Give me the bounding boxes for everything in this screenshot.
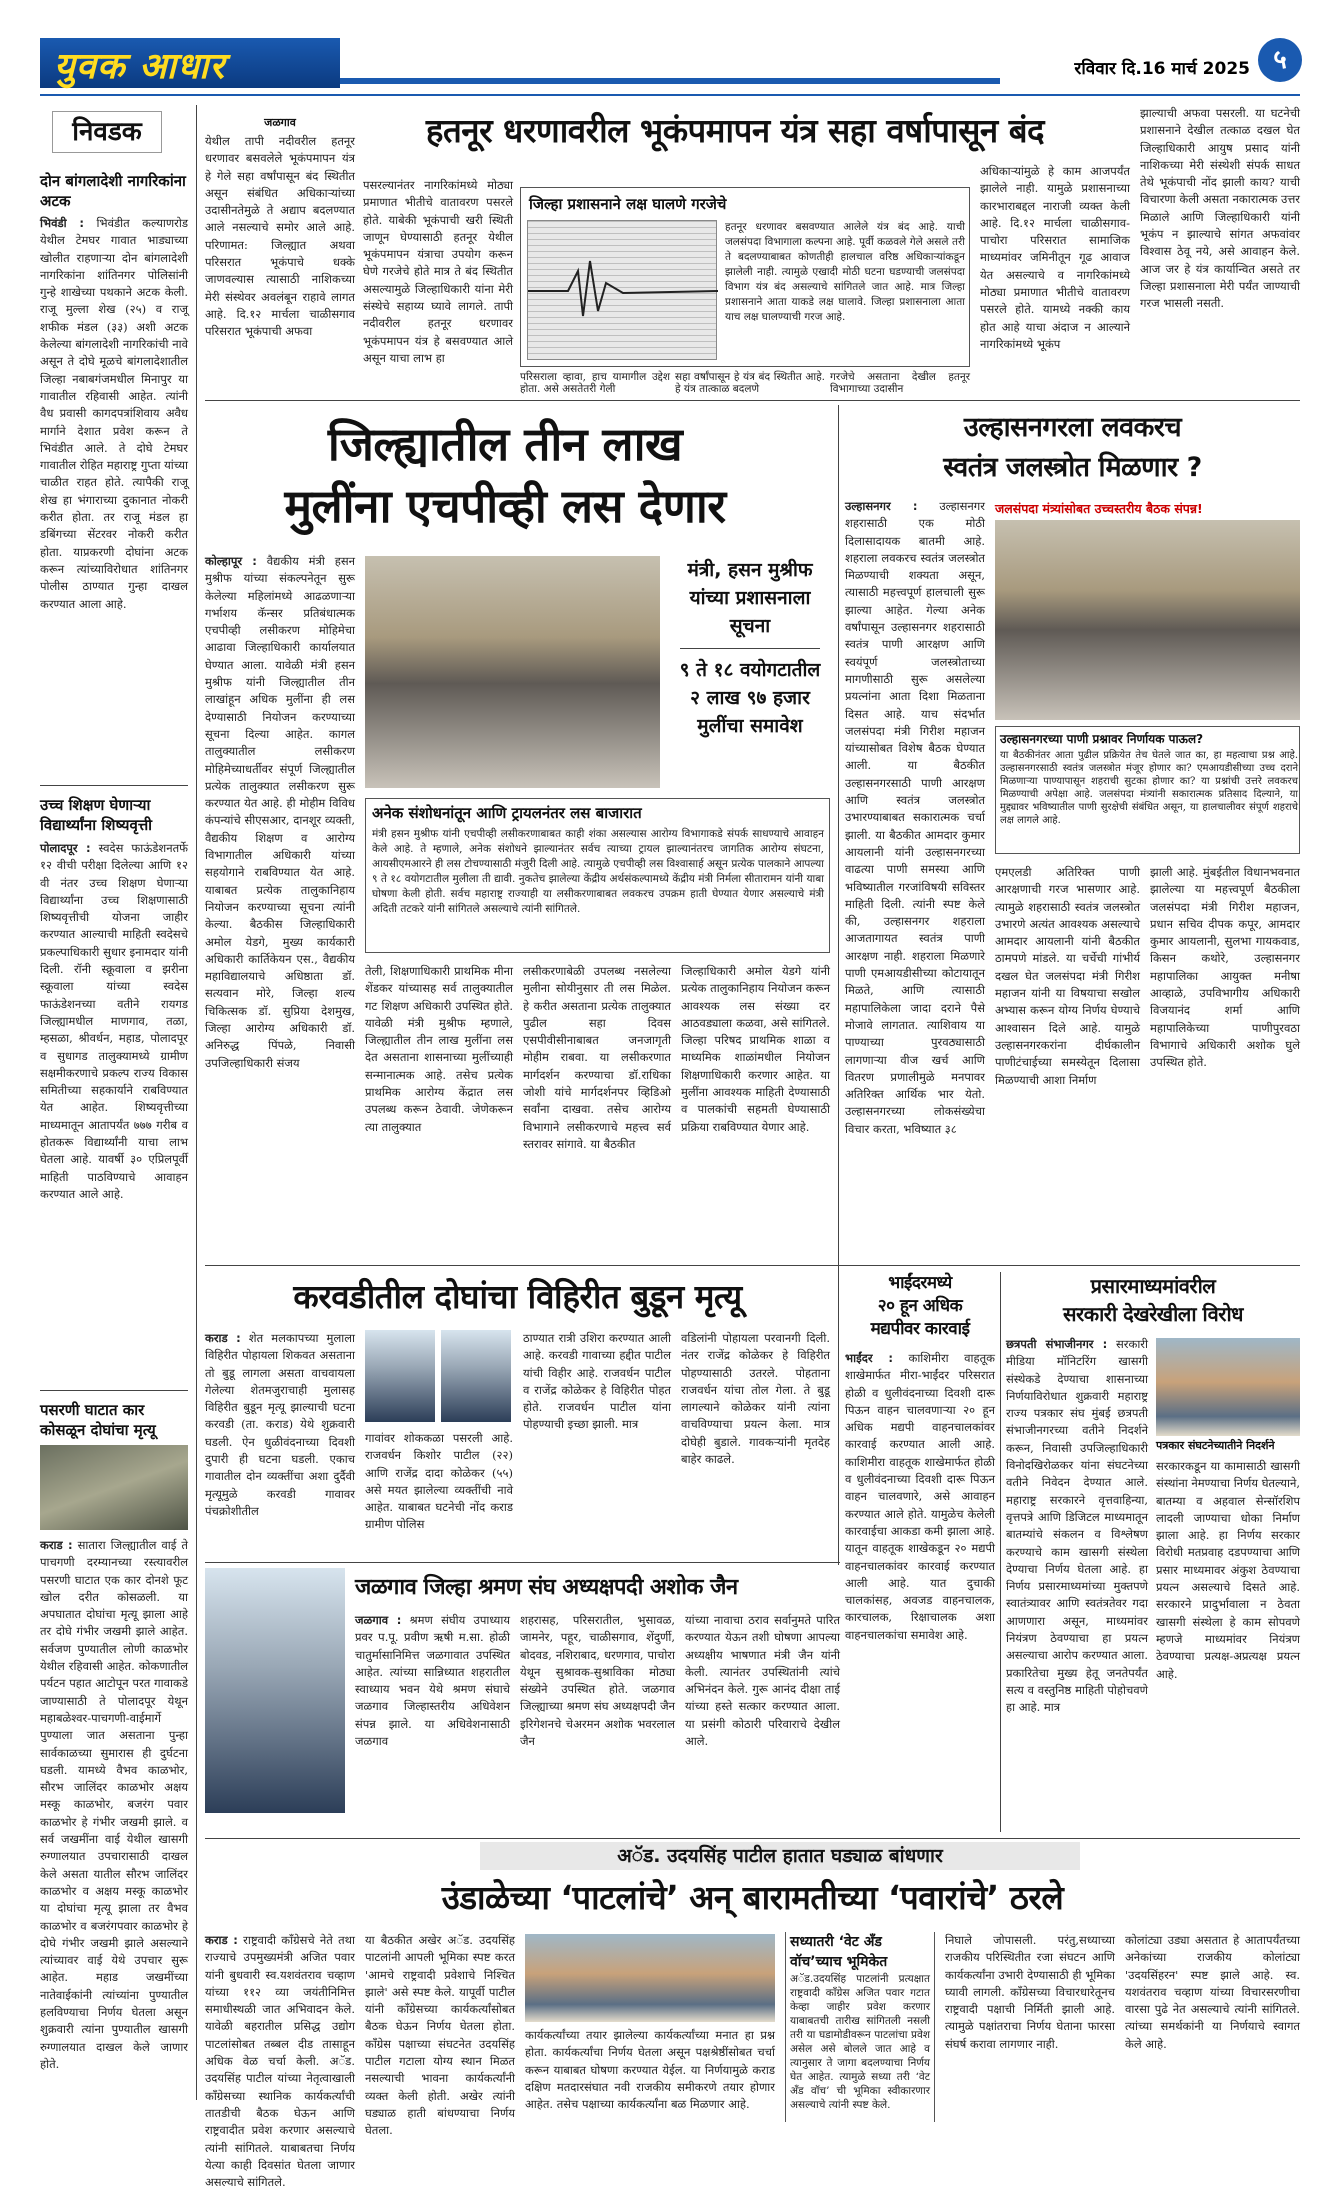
- story-karvadi-place: कराड :: [205, 1331, 241, 1345]
- story-ulhasnagar-headline-1: उल्हासनगरला लवकरच: [963, 412, 1182, 443]
- story-karvadi-col-1: [205, 1330, 355, 1552]
- hpv-quote-5: २ लाख ९७ हजार: [690, 687, 810, 709]
- hatnur-box: [520, 187, 970, 367]
- sidebar-news-1-place: भिवंडी :: [40, 216, 85, 230]
- patil-pawar-photo: [525, 1934, 775, 2022]
- story-hpv-col-2: तेली, शिक्षणाधिकारी प्राथमिक मीना शेंडकर यांच्यासह सर्व तालुक्यातील गट शिक्षण अधिकारी उपस्थित होते. यावेळी मंत्री मुश्रीफ म्हणाले, जिल्ह्यातील तीन लाख मुलींना लस देत असताना शासनाच्या मुलींच्याही सन्मानात्मक आहे. तसेच प्रत्येक प्राथमिक आरोग्य केंद्रात लस उपलब्ध करून ठेवावी. जेणेकरून त्या तालुक्यात: [365, 964, 513, 1134]
- patil-box-text: अॅड.उदयसिंह पाटलांनी प्रत्यक्षात राष्ट्रवादी काँग्रेस अजित पवार गटात केव्हा जाहीर प्रवेश करणार याबाबतची तारीख सांगितली नसली तरी या घडामोडीवरून पाटलांचा प्रवेश असेल असे बोलले जात आहे व त्यानुसार ते जागा बदलण्याचा निर्णय घेत आहेत. त्यामुळे सध्या तरी ‘वेट अँड वॉच’ ची भूमिका स्वीकारणार असल्याचे त्यांनी स्पष्ट केले.: [790, 1973, 930, 2111]
- story-hatnur: [205, 105, 1300, 395]
- story-hpv-col-3: लसीकरणाबेळी उपलब्ध नसलेल्या मुलीना सोयीनुसार ती लस मिळेल. हे करीत असताना प्रत्येक तालुक्यात पुढील सहा दिवस एसपीवीसीनाबाबत जनजागृती मोहीम राबवा. या लसीकरणात मार्गदर्शन करण्याचा डॉ.राधिका जोशी यांचे मार्गदर्शनपर व्हिडिओ सर्वांना दाखवा. तसेच आरोग्य विभागाने लसीकरणाचे महत्त्व सर्व स्तरावर सांगावे. या बैठकीत: [523, 964, 671, 1151]
- column-divider: [1000, 1272, 1001, 1832]
- divider: [205, 1838, 1300, 1839]
- story-ulhasnagar-col-1-text: उल्हासनगर शहरासाठी एक मोठी दिलासादायक बातमी आहे. शहराला लवकरच स्वतंत्र जलस्त्रोत मिळण्याची शक्यता असून, त्यासाठी महत्त्वपूर्ण हालचाली सुरू झाल्या आहेत. गेल्या अनेक वर्षांपासून उल्हासनगर शहरासाठी स्वतंत्र पाणी आरक्षण आणि स्वयंपूर्ण जलस्त्रोताच्या मागणीसाठी सुरू असलेल्या प्रयत्नांना आता दिशा मिळताना दिसत आहे. याच संदर्भात जलसंपदा मंत्री गिरीश महाजन यांच्यासोबत विशेष बैठक घेण्यात आली. या बैठकीत उल्हासनगरसाठी पाणी आरक्षण आणि स्वतंत्र जलस्त्रोत उभारण्याबाबत सकारात्मक चर्चा झाली. या बैठकीत आमदार कुमार आयलानी यांनी उल्हासनगरच्या वाढत्या पाणी समस्या आणि भविष्यातील गरजांविषयी सविस्तर माहिती दिली. त्यांनी स्पष्ट केले की, उल्हासनगर शहराला आजतागायत स्वतंत्र पाणी आरक्षण नाही. शहराला मिळणारे पाणी एमआयडीसीच्या कोटायातून मिळते, आणि त्यासाठी महापालिकेला जादा दराने पैसे मोजावे लागतात. त्याशिवाय या पाण्याच्या पुरवठ्यासाठी लागणाऱ्या वीज खर्च आणि वितरण प्रणालीमुळे मनपावर अतिरिक्त आर्थिक भार येतो. उल्हासनगरच्या लोकसंख्येचा विचार करता, भविष्यात ३८: [845, 499, 985, 1136]
- story-hpv-place: कोल्हापूर :: [205, 554, 257, 568]
- hpv-quote-2: यांच्या प्रशासनाला: [689, 587, 811, 609]
- patil-box-head-2: वॉच’च्याच भूमिकेत: [790, 1954, 888, 1970]
- story-ulhasnagar: [845, 408, 1300, 1258]
- divider: [205, 400, 1300, 401]
- sidebar-label: निवडक: [52, 111, 162, 153]
- seismograph-photo: [527, 220, 717, 360]
- story-patil-banner: अॅड. उदयसिंह पाटील हातात घड्याळ बांधणार: [480, 1842, 1080, 1870]
- hpv-sub-box: [365, 798, 830, 953]
- story-patil-col-1-text: राष्ट्रवादी काँग्रेसचे नेते तथा राज्याचे उपमुख्यमंत्री अजित पवार यांनी बुधवारी स्व.यशवंतराव चव्हाण यांच्या ११२ व्या जयंतीनिमित्त समाधीस्थळी जात अभिवादन केले. यावेळी बहरातील प्रसिद्ध उद्योग पाटलांसोबत तब्बल दीड तासाहून अधिक वेळ चर्चा केली. अॅड. उदयसिंह पाटील यांच्या नेतृत्वाखाली काँग्रेसच्या स्थानिक कार्यकर्त्यांची तातडीची बैठक घेऊन आणि राष्ट्रवादीत प्रवेश करणार असल्याचे त्यांनी सांगितले. याबाबतचा निर्णय येत्या काही दिवसांत घेतला जाणार असल्याचे सांगितले.: [205, 1933, 355, 2190]
- story-karvadi-headline: करवडीतील दोघांचा विहिरीत बुडून मृत्यू: [293, 1277, 742, 1316]
- story-bhayandar: [845, 1272, 995, 1832]
- story-hatnur-col-1: येथील तापी नदीवरील हतनूर धरणावर बसवलेले भूकंपमापन यंत्र हे गेले सहा वर्षांपासून बंद स्थितीत असून संबंधित अधिकाऱ्यांच्या उदासीनतेमुळे ते अद्याप बदलण्यात आले नसल्याचे समोर आले आहे. परिणामत: जिल्ह्यात अथवा परिसरात भूकंपाचे धक्के जाणवल्यास त्यासाठी नाशिकच्या मेरी संस्थेवर अवलंबून राहावे लागत आहे. दि.१२ मार्चला चाळीसगाव परिसरात भूकंपाची अफवा: [205, 134, 355, 339]
- story-patil-col-2: या बैठकीत अखेर अॅड. उदयसिंह पाटलांनी आपली भूमिका स्पष्ट करत 'आमचे राष्ट्रवादी प्रवेशाचे निश्चित झाले' असे स्पष्ट केले. यापूर्वी पाटील यांनी काँग्रेसच्या कार्यकर्त्यांसोबत बैठक घेऊन निर्णय घेतला होता. काँग्रेस पक्षाच्या संघटनेत उदयसिंह पाटील गटाला योग्य स्थान मिळत नसल्याची भावना कार्यकर्त्यांनी व्यक्त केली होती. अखेर त्यांनी घड्याळ हाती बांधण्याचा निर्णय घेतला.: [365, 1933, 515, 2138]
- story-jain-place: जळगाव :: [355, 1613, 402, 1627]
- protest-photo-caption: पत्रकार संघटनेच्यातीने निदर्शने: [1156, 1439, 1275, 1452]
- story-patil-col-3: कार्यकर्त्यांच्या तयार झालेल्या कार्यकर्त्यांच्या मनात हा प्रश्न होता. कार्यकर्त्यांचा निर्णय घेतला असून पक्षश्रेष्ठींसोबत चर्चा करून याबाबत घोषणा करण्यात येईल. या निर्णयामुळे कराड दक्षिण मतदारसंघात नवी राजकीय समीकरणे तयार होणार आहेत. तसेच पक्षाच्या कार्यकर्त्यांना बळ मिळणार आहे.: [525, 2028, 775, 2112]
- story-ulhasnagar-headline-2: स्वतंत्र जलस्त्रोत मिळणार ?: [943, 452, 1202, 483]
- story-patil-col-5: कोलांट्या उड्या असतात हे आतापर्यंतच्या अनेकांच्या राजकीय कोलांट्या 'उदयसिंहरन' स्पष्ट झाले आहे. स्व. यशवंतराव चव्हाण यांच्या विचारसरणीचा वारसा पुढे नेत असल्याचे त्यांनी सांगितले. त्यांच्या समर्थकांनी या निर्णयाचे स्वागत केले आहे.: [1125, 1933, 1300, 2051]
- hpv-quote-6: मुलींचा समावेश: [697, 715, 803, 737]
- story-ulhasnagar-col-1: [845, 498, 985, 1248]
- story-hpv: [205, 408, 830, 1258]
- story-media-place: छत्रपती संभाजीनगर :: [1006, 1337, 1108, 1351]
- hpv-sub-text: मंत्री हसन मुश्रीफ यांनी एचपीव्ही लसीकरणाबाबत काही शंका असल्यास आरोग्य विभागाकडे संपर्क साधण्याचे आवाहन केले आहे. ते म्हणाले, अनेक संशोधने झाल्यानंतर सर्वच त्याच्या ट्रायल झाल्यानंतरच जागतिक आरोग्य संघटना, आयसीएमआरने ही लस टोचण्यासाठी मंजुरी दिली आहे. त्यामुळे एचपीव्ही लस विश्वासार्ह असून प्रत्येक पालकाने आपल्या ९ ते १८ वयोगटातील मुलीला ती द्यावी. नुकतेच झालेल्या केंद्रीय अर्थसंकल्पामध्ये केंद्रीय मंत्री निर्मला सीतारामन यांनी याबा घोषणा केली होती. सर्वच महाराष्ट्र राज्याही या लसीकरणाबाबत लवकरच उपक्रम हाती घेण्यात येणार असल्याचे मंत्री अदिती तटकरे यांनी सांगितले असल्याचे त्यांनी सांगितले.: [372, 828, 824, 915]
- hatnur-box-title: जिल्हा प्रशासनाने लक्ष घालणे गरजेचे: [529, 195, 727, 213]
- story-hatnur-col-3: अधिकाऱ्यांमुळे हे काम आजपर्यंत झालेले नाही. यामुळे प्रशासनाच्या कारभाराबद्दल नाराजी व्यक्त केली आहे. दि.१२ मार्चला चाळीसगाव-पाचोरा परिसरात सामाजिक माध्यमांवर जमिनीतून गूढ आवाज येत असल्याचे व नागरिकांमध्ये मोठ्या प्रमाणात भीतीचे वातावरण पसरले होते. यामध्ये नक्की काय होत आहे याचा अंदाज न आल्याने नागरिकांमध्ये भूकंप: [980, 164, 1130, 351]
- story-hpv-headline-2: मुलींना एचपीव्ही लस देणार: [284, 479, 726, 533]
- patil-box: [785, 1932, 935, 2122]
- masthead: [40, 38, 1300, 88]
- divider: [40, 1390, 188, 1391]
- story-bhayandar-headline-1: भाईंदरमध्ये: [888, 1273, 952, 1293]
- protest-photo: [1156, 1338, 1300, 1436]
- story-bhayandar-body: [845, 1350, 995, 1832]
- sidebar-divider: [196, 105, 197, 2100]
- divider: [205, 1562, 840, 1563]
- sidebar-news-3-headline: पसरणी घाटात कार कोसळून दोघांचा मृत्यू: [40, 1401, 156, 1439]
- hpv-quote-box: [670, 556, 830, 788]
- sidebar-news-2-place: पोलादपूर :: [40, 841, 91, 855]
- story-hpv-col-1-text: वैद्यकीय मंत्री हसन मुश्रीफ यांच्या संकल्पनेतून सुरू केलेल्या महिलांमध्ये आढळणाऱ्या गर्भाशय कॅन्सर प्रतिबंधात्मक एचपीव्ही लसीकरण मोहिमेचा आढावा जिल्हाधिकारी कार्यालयात घेण्यात आला. यावेळी मंत्री हसन मुश्रीफ यांनी जिल्ह्यातील तीन लाखांहून अधिक मुलींना ही लस देण्यासाठी नियोजन करण्याच्या सूचना दिल्या आहेत. कागल तालुक्यातील लसीकरण मोहिमेच्याधर्तीवर संपूर्ण जिल्ह्यातील प्रत्येक तालुक्यात लसीकरण सुरू करण्यात येत आहे. ही मोहीम विविध कंपन्यांचे सीएसआर, दानशूर व्यक्ती, वैद्यकीय शिक्षण व आरोग्य विभागातील अधिकारी यांच्या सहयोगाने राबविण्यात येत आहे. याबाबत प्रत्येक तालुकानिहाय नियोजन करण्याच्या सूचना त्यांनी केल्या. बैठकीस जिल्हाधिकारी अमोल येडगे, मुख्य कार्यकारी अधिकारी कार्तिकेयन एस., वैद्यकीय महाविद्यालयाचे अधिष्ठाता डॉ. सत्यवान मोरे, जिल्हा शल्य चिकित्सक डॉ. सुप्रिया देशमुख, जिल्हा आरोग्य अधिकारी डॉ. अनिरुद्ध पिंपळे, निवासी उपजिल्हाधिकारी संजय: [205, 554, 355, 1070]
- ulhasnagar-box: [995, 726, 1300, 854]
- patil-box-head-1: सध्यातरी ‘वेट अँड: [790, 1934, 882, 1950]
- story-hatnur-headline: हतनूर धरणावरील भूकंपमापन यंत्र सहा वर्षापासून बंद: [425, 111, 1045, 150]
- story-jain: [205, 1568, 840, 1830]
- sidebar-news-2-headline: उच्च शिक्षण घेणाऱ्या विद्यार्थ्यांना शिष्यवृत्ती: [40, 796, 153, 834]
- divider: [40, 785, 188, 786]
- sidebar-news-1-body: [40, 215, 188, 775]
- story-bhayandar-headline-3: मद्यपीवर कारवाई: [870, 1319, 970, 1339]
- masthead-underline: [40, 94, 1300, 96]
- seismograph-trace-icon: [528, 221, 718, 361]
- victim-photo-1: [365, 1330, 435, 1422]
- issue-date: रविवार दि.16 मार्च 2025: [1074, 59, 1250, 79]
- story-ulhasnagar-place: उल्हासनगर :: [845, 499, 918, 513]
- column-divider: [838, 405, 839, 1565]
- hpv-quote-1: मंत्री, हसन मुश्रीफ: [687, 559, 813, 581]
- story-karvadi: [205, 1272, 830, 1555]
- story-patil-place: कराड :: [205, 1933, 238, 1947]
- story-media: [1006, 1272, 1300, 1832]
- divider: [205, 1265, 1300, 1266]
- story-media-headline-2: सरकारी देखरेखीला विरोध: [1063, 1302, 1243, 1326]
- ulhasnagar-box-head: उल्हासनगरच्या पाणी प्रश्नावर निर्णायक पाऊल?: [1000, 732, 1204, 746]
- story-jain-col-1: [355, 1612, 510, 1828]
- story-patil-col-4: निघाले जोपासली. परंतु,सध्याच्या राजकीय परिस्थितीत रजा संघटन आणि कार्यकर्त्यांना उभारी देण्यासाठी ही भूमिका घ्यावी लागली. काँग्रेसच्या विचारधारेतूनच राष्ट्रवादी पक्षाची निर्मिती झाली आहे. त्यामुळे पक्षांतराचा निर्णय घेताना फारसा संघर्ष करावा लागणार नाही.: [945, 1933, 1115, 2051]
- story-patil: [205, 1872, 1300, 2190]
- story-hpv-headline-1: जिल्ह्यातील तीन लाख: [327, 417, 683, 471]
- masthead-rule: [340, 78, 1000, 84]
- hatnur-box-text: हतनूर धरणावर बसवण्यात आलेले यंत्र बंद आहे. याची जलसंपदा विभागाला कल्पना आहे. पूर्वी कळवले गेले असले तरी ते बदलण्याबाबत कोणतीही हालचाल वरिष्ठ अधिकाऱ्यांकडून झालेली नाही. त्यामुळे एखादी मोठी घटना घडण्याची जलसंपदा विभाग यंत्र बंद असल्याचे सांगितले जात आहे. मात्र जिल्हा प्रशासनाने आता याकडे लक्ष घालावे. जिल्हा प्रशासनाला आता याच लक्ष घालण्याची गरज आहे.: [725, 221, 965, 323]
- hpv-quote-3: सूचना: [729, 615, 771, 637]
- story-bhayandar-headline-2: २० हून अधिक: [877, 1296, 963, 1316]
- story-ulhasnagar-col-2: एमएलडी अतिरिक्त पाणी आरक्षणाची गरज भासणार आहे. त्यामुळे शहरासाठी स्वतंत्र जलस्त्रोत उभारणे अत्यंत आवश्यक असल्याचे आमदार आयलानी यांनी बैठकीत ठामपणे मांडले. या चर्चेची गांभीर्य दखल घेत जलसंपदा मंत्री गिरीश महाजन यांनी या विषयाचा सखोल अभ्यास करून योग्य निर्णय घेण्याचे आश्वासन दिले आहे. यामुळे उल्हासनगरकरांना दीर्घकालीन पाणीटंचाईच्या समस्येतून दिलासा मिळण्याची आशा निर्माण: [995, 865, 1140, 1087]
- car-crash-photo: [40, 1445, 188, 1530]
- story-karvadi-col-3: ठाण्यात रात्री उशिरा करण्यात आली आहे. करवडी गावाच्या हद्दीत पाटील यांची विहीर आहे. राजवर्धन पाटील व राजेंद्र कोळेकर हे विहिरीत पोहत होते. राजवर्धन पाटील यांना पोहण्याची इच्छा झाली. मात्र: [523, 1331, 671, 1432]
- story-hpv-col-1: [205, 553, 355, 1248]
- ulhasnagar-photo-caption: जलसंपदा मंत्र्यांसोबत उच्चस्तरीय बैठक संपन्न!: [995, 501, 1203, 516]
- story-karvadi-col-1-text: शेत मलकापच्या मुलाला विहिरीत पोहायला शिकवत असताना तो बुडू लागला असता वाचवायला गेलेल्या शेतमजुराचाही मुलासह विहिरीत बुडून मृत्यू झाल्याची घटना करवडी (ता. कराड) येथे शुक्रवारी घडली. ऐन धुळीवंदनाच्या दिवशी दुपारी ही घटना घडली. एकाच गावातील दोन व्यक्तींचा अशा दुर्दैवी मृत्यूमुळे करवडी गावावर पंचक्रोशीतील: [205, 1331, 355, 1518]
- story-patil-col-1: [205, 1932, 355, 2190]
- ulhasnagar-box-text: या बैठकीनंतर आता पुढील प्रक्रियेत तेच घेतले जात का, हा महत्वाचा प्रश्न आहे. उल्हासनगरसाठी स्वतंत्र जलस्त्रोत मंजूर होणार का? एमआयडीसीच्या उच्च दराने मिळणाऱ्या पाण्यापासून शहराची सुटका होणार का? या प्रश्नांची उत्तरे लवकरच मिळण्याची अपेक्षा आहे. जलसंपदा मंत्र्यांनी सकारात्मक प्रतिसाद दिल्याने, या मुद्द्यावर भविष्यातील पाणी सुरक्षेची संबंधित असून, या हालचालीवर संपूर्ण शहराचे लक्ष लागले आहे.: [1000, 750, 1298, 826]
- sidebar-news-1-headline: दोन बांगलादेशी नागरिकांना अटक: [40, 172, 186, 210]
- story-jain-headline: जळगाव जिल्हा श्रमण संघ अध्यक्षपदी अशोक जैन: [355, 1575, 738, 1600]
- story-jain-col-1-text: श्रमण संघीय उपाध्याय प्रवर प.पू. प्रवीण ऋषी म.सा. होळी चातुर्मासानिमित्त जळगावात उपस्थित आहेत. त्यांच्या सान्निध्यात शहरातील स्वाध्याय भवन येथे श्रमण संघाचे जळगाव जिल्हास्तरीय अधिवेशन संपन्न झाले. या अधिवेशनासाठी जळगाव: [355, 1613, 510, 1749]
- sidebar-news-2-text: स्वदेस फाऊंडेशनतर्फे १२ वीची परीक्षा दिलेल्या आणि १२ वी नंतर उच्च शिक्षण घेणाऱ्या विद्यार्थ्यांना उच्च शिक्षणासाठी शिष्यवृत्तीची योजना जाहीर करण्यात आल्याची माहिती स्वदेसचे प्रकल्पाधिकारी सुधार इनामदार यांनी दिली. रॉनी स्क्रूवाला व झरीना स्क्रूवाला यांच्या स्वदेस फाऊंडेशनच्या वतीने रायगड जिल्ह्यामधील माणगाव, तळा, म्हसळा, श्रीवर्धन, महाड, पोलादपूर व सुधागड तालुक्यामध्ये ग्रामीण सक्षमीकरणाचे प्रकल्प राज्य विकास समितीच्या सहकार्याने राबविण्यात येत आहेत. शिष्यवृत्तीच्या माध्यमातून आतापर्यंत ७७७ गरीब व होतकरू विद्यार्थ्यांनी याचा लाभ घेतला आहे. यावर्षी ३० एप्रिलपूर्वी माहिती पाठविण्याचे आवाहन करण्यात आले आहे.: [40, 841, 189, 1201]
- story-media-col-1: [1006, 1336, 1148, 1832]
- ashok-jain-photo: [205, 1568, 345, 1813]
- sidebar-news-2-body: [40, 840, 188, 1370]
- story-jain-col-2: शहरासह, परिसरातील, भुसावळ, जामनेर, पहूर, चाळीसगाव, शेंदुर्णी, बोदवड, नशिराबाद, धरणगाव, पाचोरा येथून सुश्रावक-सुश्राविका मोठ्या संख्येने उपस्थित होते. जळगाव जिल्ह्याच्या श्रमण संघ अध्यक्षपदी जैन इरिगेशनचे चेअरमन अशोक भवरलाल जैन: [520, 1613, 675, 1749]
- hatnur-box-foot-1: परिसराला व्हावा, हाच यामागील उद्देश होता. असे असतेतरी गेली: [520, 371, 670, 395]
- story-hatnur-col-2: पसरल्यानंतर नागरिकांमध्ये मोठ्या प्रमाणात भीतीचे वातावरण पसरले होते. याबेकी भूकंपाची खरी स्थिती जाणून घेण्यासाठी हतनूर येथील भूकंपमापन यंत्राचा उपयोग करून घेणे गरजेचे होते मात्र ते बंद स्थितीत असल्यामुळे जिल्हाधिकारी यांना मेरी संस्थेचे सहाय्य घ्यावे लागले. तापी नदीवरील हतनूर धरणावर भूकंपमापन यंत्र हे बसवण्यात आले असून याचा लाभ हा: [363, 178, 513, 365]
- hpv-quote-4: ९ ते १८ वयोगटातील: [679, 659, 821, 681]
- newspaper-logo: युवक आधार: [40, 38, 340, 88]
- story-hatnur-col-4: झाल्याची अफवा पसरली. या घटनेची प्रशासनाने देखील तत्काळ दखल घेत जिल्हाधिकारी आयुष प्रसाद यांनी नाशिकच्या मेरी संस्थेशी संपर्क साधत तेथे भूकंपाची नोंद झाली काय? याची विचारणा केली असता नकारात्मक उत्तर मिळाले आणि जिल्हाधिकारी यांनी भूकंप न झाल्याचे सांगत अफवांवर विश्वास ठेवू नये, असे आवाहन केले. आज जर हे यंत्र कार्यान्वित असते तर जिल्हा प्रशासनाला मेरी पर्यंत जाण्याची गरज भासली नसती.: [1140, 106, 1300, 311]
- sidebar-news-3-body: [40, 1537, 188, 2097]
- hatnur-box-foot-3: गरजेचे असताना देखील हतनूर विभागाच्या उदासीन: [830, 371, 970, 395]
- hatnur-box-foot-2: सहा वर्षांपासून हे यंत्र बंद स्थितीत आहे. हे यंत्र तात्काळ बदलणे: [675, 371, 825, 395]
- sidebar-news-3-text: सातारा जिल्ह्यातील वाई ते पाचगणी दरम्यानच्या रस्त्यावरील पसरणी घाटात एक कार दोनशे फूट खोल दरीत कोसळली. या अपघातात दोघांचा मृत्यू झाला आहे तर दोघे गंभीर जखमी झाले आहेत. सर्वजण पुण्यातील लोणी काळभोर येथील रहिवासी आहेत. कोकणातील पर्यटन पहात आटोपून परत गावाकडे जाण्यासाठी ते पोलादपूर येथून महाबळेश्वर-पाचगणी-वाईमार्गे पुण्याला जात असताना पुन्हा सार्वकाळच्या सुमारास ही दुर्घटना घडली. यामध्ये वैभव काळभोर, सौरभ जालिंदर काळभोर अक्षय मस्कू काळभोर, बजरंग पवार काळभोर हे गंभीर जखमी झाले. व सर्व जखमींना वाई येथील खासगी रुग्णालयात उपचारासाठी दाखल केले असता यातील सौरभ जालिंदर काळभोर व अक्षय मस्कू काळभोर या दोघांचा मृत्यू झाला तर वैभव काळभोर व बजरंगपवार काळभोर हे दोघे गंभीर जखमी झाले असल्याने त्यांच्यावर वाई येथे उपचार सुरू आहेत. महाड जखमींच्या नातेवाईकांनी त्यांच्यांना पुण्यातील हलविण्याचा निर्णय घेतला असून शुक्रवारी त्यांना पुण्यातील खासगी रुग्णालयात दाखल केले जाणार होते.: [40, 1538, 188, 2071]
- divider: [680, 648, 820, 649]
- story-karvadi-col-2: गावांवर शोककळा पसरली आहे. राजवर्धन किशोर पाटील (२२) आणि राजेंद्र दादा कोळेकर (५५) असे मयत झालेल्या व्यक्तींची नावे आहेत. याबाबत घटनेची नोंद कराड ग्रामीण पोलिस: [365, 1431, 513, 1532]
- story-karvadi-col-4: वडिलांनी पोहायला परवानगी दिली. नंतर राजेंद्र कोळेकर हे विहिरीत पोहण्यासाठी उतरले. पोहताना राजवर्धन यांचा तोल गेला. ते बुडू लागल्याने कोळेकर यांनी त्यांना वाचविण्याचा प्रयत्न केला. मात्र दोघेही बुडाले. गावकऱ्यांनी मृतदेह बाहेर काढले.: [681, 1331, 830, 1467]
- story-media-headline-1: प्रसारमाध्यमांवरील: [1090, 1274, 1216, 1298]
- story-hpv-col-4: जिल्हाधिकारी अमोल येडगे यांनी प्रत्येक तालुकानिहाय नियोजन करून आवश्यक लस संख्या दर आठवड्याला कळवा, असे सांगितले. जिल्हा परिषद प्राथमिक शाळा व माध्यमिक शाळांमधील नियोजन शिक्षणाधिकारी करणार आहेत. या मुलींना आवश्यक माहिती देण्यासाठी व पालकांची सहमती घेण्यासाठी प्रक्रिया राबविण्यात येणार आहे.: [681, 964, 830, 1134]
- hpv-sub-head: अनेक संशोधनांतून आणि ट्रायलनंतर लस बाजारात: [372, 804, 642, 822]
- story-patil-headline: उंडाळेच्या ‘पाटलांचे’ अन् बारामतीच्या ‘पवारांचे’ ठरले: [441, 1878, 1064, 1917]
- story-media-col-1-text: सरकारी मीडिया मॉनिटरिंग खासगी संस्थेकडे देण्याचा शासनाच्या निर्णयाविरोधात शुक्रवारी महाराष्ट्र राज्य पत्रकार संघ मुंबई छत्रपती संभाजीनगरच्या वतीने निदर्शने करून, निवासी उपजिल्हाधिकारी विनोदखिरोळकर यांना संघटनेच्या वतीने निवेदन देण्यात आले. महाराष्ट्र सरकारने वृत्तवाहिन्या, वृत्तपत्रे आणि डिजिटल माध्यमातून बातम्यांचे संकलन व विश्लेषण करण्याचे काम खासगी संस्थेला देण्याचा निर्णय घेतला आहे. हा निर्णय प्रसारमाध्यमांच्या मुक्तपणे स्वातंत्र्यावर आणि स्वतंत्रतेवर गदा आणणारा असून, माध्यमांवर नियंत्रण ठेवण्याचा हा प्रयत्न असल्याचा आरोप करण्यात आला. प्रकारितेचा मुख्य हेतू जनतेपर्यंत सत्य व वस्तुनिष्ठ माहिती पोहोचवणे हा आहे. मात्र: [1006, 1337, 1148, 1715]
- story-media-col-2: सरकारकडून या कामासाठी खासगी संस्थांना नेमण्याचा निर्णय घेतल्याने, बातम्या व अहवाल सेन्सॉरशिप लादली जाण्याचा धोका निर्माण झाला आहे. हा निर्णय सरकार विरोधी मतप्रवाह दडपण्याचा आणि प्रसार माध्यमावर अंकुश ठेवण्याचा प्रयत्न असल्याचे दिसते आहे. सरकारने प्रादुर्भावाला न ठेवता खासगी संस्थेला हे काम सोपवणे म्हणजे माध्यमांवर नियंत्रण ठेवण्याचा प्रत्यक्ष-अप्रत्यक्ष प्रयत्न आहे.: [1156, 1459, 1300, 1681]
- story-bhayandar-text: काशिमीरा वाहतूक शाखेमार्फत मीरा-भाईंदर परिसरात होळी व धुलीवंदनाच्या दिवशी दारू पिऊन वाहन चालवणाऱ्या २० हून अधिक मद्यपी वाहनचालकांवर कारवाई करण्यात आली आहे. काशिमीरा वाहतूक शाखेमार्फत होळी व धुलीवंदनाच्या दिवशी दारू पिऊन वाहन चालवणारे, असे आवाहन करण्यात आले होते. यामुळेच केलेली कारवाईचा आकडा कमी झाला आहे. यातून वाहतूक शाखेकडून २० मद्यपी वाहनचालकांवर कारवाई करण्यात आली आहे. यात दुचाकी चालकांसह, अवजड वाहनचालक, कारचालक, रिक्षाचालक अशा वाहनचालकांचा समावेश आहे.: [845, 1351, 996, 1642]
- story-ulhasnagar-col-3: झाली आहे. मुंबईतील विधानभवनात झालेल्या या महत्त्वपूर्ण बैठकीला जलसंपदा मंत्री गिरीश महाजन, प्रधान सचिव दीपक कपूर, आमदार कुमार आयलानी, सुलभा गायकवाड, किसन कथोरे, उल्हासनगर महापालिका आयुक्त मनीषा आव्हाळे, उपविभागीय अधिकारी विजयानंद शर्मा आणि महापालिकेच्या पाणीपुरवठा विभागाचे अधिकारी अशोक घुले उपस्थित होते.: [1150, 865, 1300, 1070]
- sidebar: [40, 105, 188, 2105]
- sidebar-news-1-text: भिवंडीत कल्याणरोड येथील टेमघर गावात भाड्याच्या खोलीत राहणाऱ्या दोन बांगलादेशी नागरिकांना शांतिनगर पोलिसांनी गुन्हे शाखेच्या पथकाने अटक केली. राजू मुल्ला शेख (२५) व राजू शफीक मंडल (३३) अशी अटक केलेल्या बांगलादेशी नागरिकांची नावे असून ते दोघे मूळचे बांगलादेशातील जिल्हा नबाबगंजमधील मिनापुर या गावातील रहिवासी आहेत. त्यांनी वैध प्रवासी कागदपत्रांशिवाय अवैध मार्गाने देशात प्रवेश करून ते भिवंडीत आले. ते दोघे टेमघर गावातील रोहित महाराष्ट्र गुप्ता यांच्या चाळीत राहत होते. त्यापैकी राजू शेख हा भंगाराच्या दुकानात नोकरी करीत होता. तर राजू मंडल हा डबिंगच्या सेंटरवर नोकरी करीत होता. याप्रकरणी दोघांना अटक करून त्यांच्याविरोधात शांतिनगर पोलीस ठाण्यात गुन्हा दाखल करण्यात आला आहे.: [40, 216, 189, 611]
- story-jain-col-3: यांच्या नावाचा ठराव सर्वानुमते पारित करण्यात येऊन तशी घोषणा आपल्या अध्यक्षीय भाषणात मंत्री जैन यांनी केली. त्यानंतर उपस्थितांनी त्यांचे अभिनंदन केले. गुरू आनंद दीक्षा ताई यांच्या हस्ते सत्कार करण्यात आला. या प्रसंगी कोठारी परिवाराचे देखील आले.: [685, 1613, 840, 1749]
- page-number: ५: [1258, 38, 1302, 82]
- story-hatnur-place: जळगाव: [264, 116, 296, 129]
- hpv-meeting-photo: [365, 556, 660, 788]
- sidebar-news-3-place: कराड :: [40, 1538, 73, 1552]
- ulhasnagar-meeting-photo: [995, 520, 1300, 720]
- victim-photo-2: [441, 1330, 511, 1422]
- story-bhayandar-place: भाईंदर :: [845, 1351, 893, 1365]
